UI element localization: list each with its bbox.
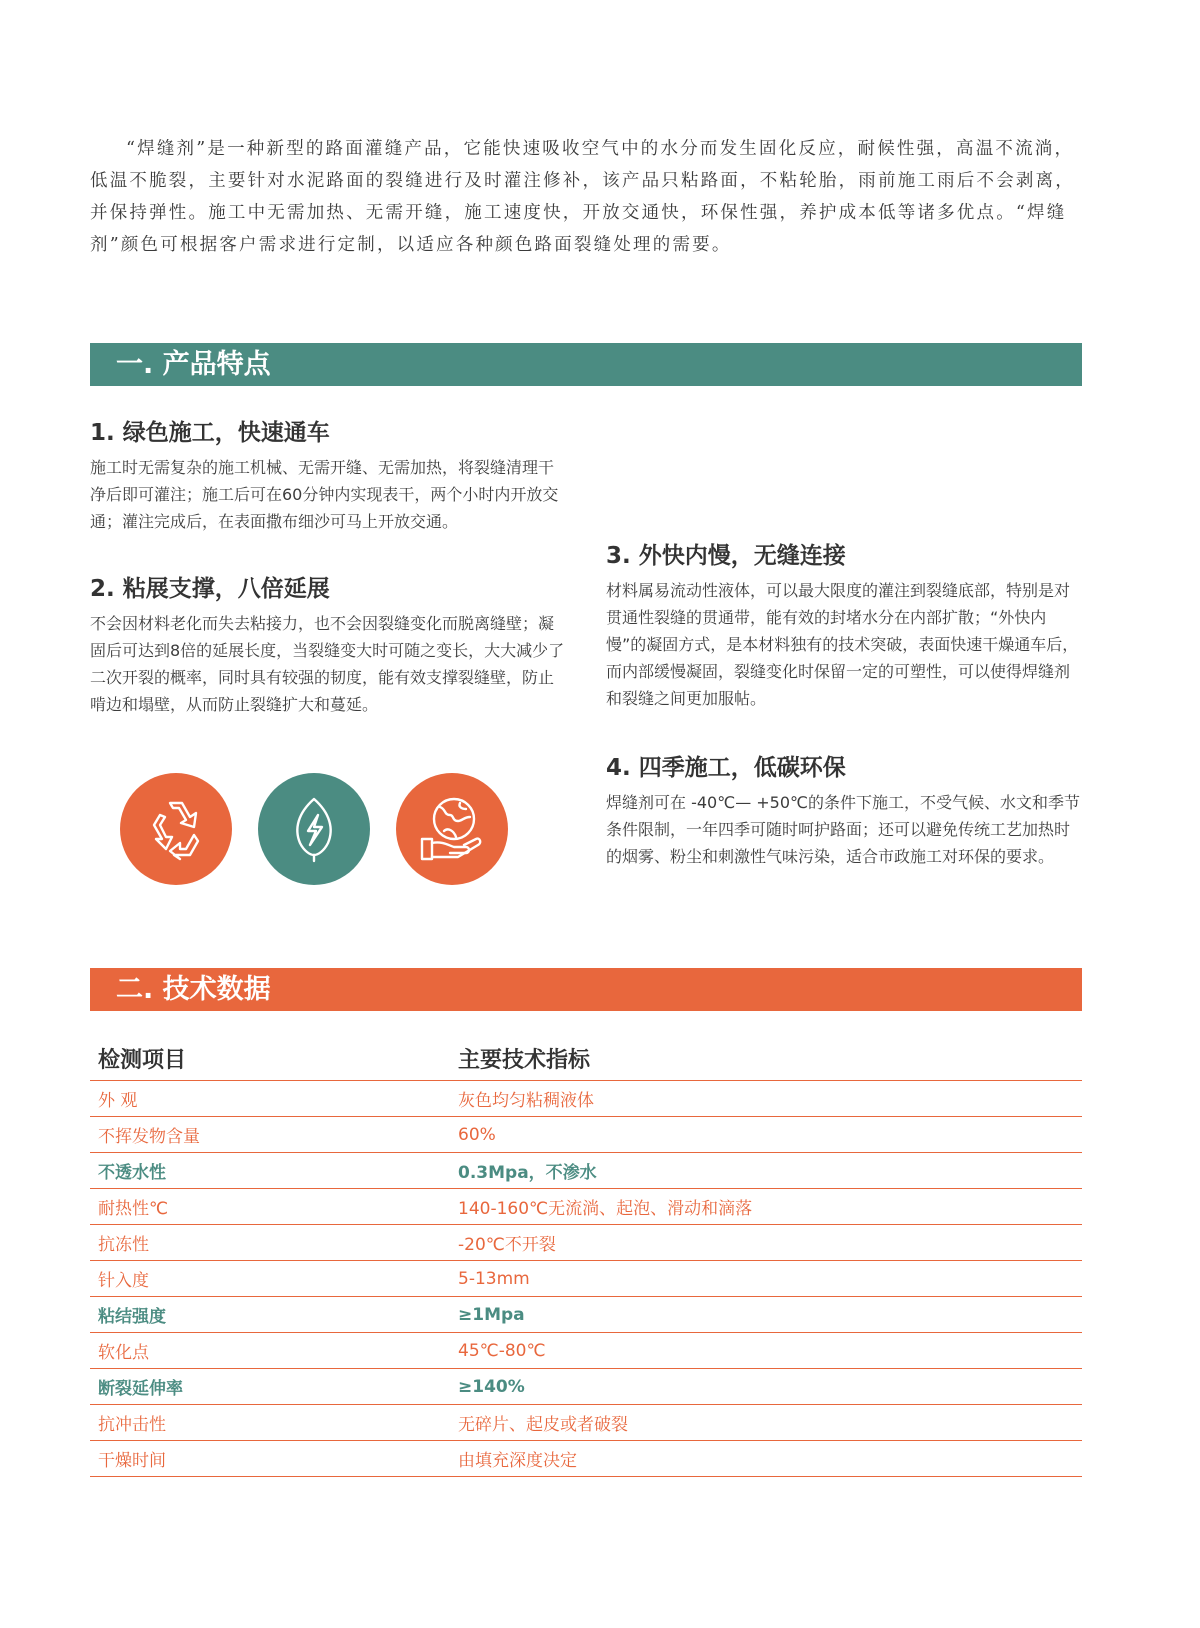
row-value: 140-160℃无流淌、起泡、滑动和滴落	[458, 1199, 753, 1219]
row-value: 5-13mm	[458, 1268, 530, 1289]
feature-1	[90, 418, 568, 535]
row-item: 耐热性℃	[98, 1199, 169, 1219]
table-row	[90, 1441, 1082, 1477]
row-item: 外 观	[98, 1091, 138, 1111]
table-row	[90, 1369, 1082, 1405]
table-header	[90, 1037, 1082, 1081]
header-item: 检测项目	[98, 1048, 187, 1073]
table-row	[90, 1261, 1082, 1297]
feature-4	[606, 753, 1084, 870]
table-row	[90, 1189, 1082, 1225]
globe-hand-icon	[396, 773, 508, 885]
section-title-features: 一. 产品特点	[90, 343, 1082, 386]
leaf-energy-icon	[258, 773, 370, 885]
feature-body: 焊缝剂可在 -40℃— +50℃的条件下施工，不受气候、水文和季节条件限制，一年四季可随时呵护路面；还可以避免传统工艺加热时的烟雾、粉尘和刺激性气味污染，适合市政施工对环保的要求。	[606, 793, 1081, 866]
feature-3	[606, 541, 1084, 712]
feature-title: 4. 四季施工，低碳环保	[606, 755, 846, 781]
feature-body: 不会因材料老化而失去粘接力，也不会因裂缝变化而脱离缝壁；凝固后可达到8倍的延展长度，当裂缝变大时可随之变长，大大减少了二次开裂的概率，同时具有较强的韧度，能有效支撑裂缝壁，防止啃边和塌壁，从而防止裂缝扩大和蔓延。	[90, 614, 565, 714]
row-item: 针入度	[98, 1271, 149, 1291]
row-value: 由填充深度决定	[458, 1451, 577, 1471]
row-item: 抗冲击性	[98, 1415, 166, 1435]
row-value: 无碎片、起皮或者破裂	[458, 1415, 628, 1435]
table-row	[90, 1153, 1082, 1189]
table-row	[90, 1297, 1082, 1333]
row-value: 0.3Mpa，不渗水	[458, 1163, 597, 1183]
recycle-icon	[120, 773, 232, 885]
table-row	[90, 1333, 1082, 1369]
row-item: 粘结强度	[98, 1307, 166, 1327]
row-value: 灰色均匀粘稠液体	[458, 1091, 594, 1111]
feature-2	[90, 574, 568, 718]
row-item: 不挥发物含量	[98, 1127, 200, 1147]
row-value: 60%	[458, 1124, 496, 1145]
table-row	[90, 1225, 1082, 1261]
feature-body: 材料属易流动性液体，可以最大限度的灌注到裂缝底部，特别是对贯通性裂缝的贯通带，能有效的封堵水分在内部扩散；“外快内慢”的凝固方式，是本材料独有的技术突破，表面快速干燥通车后，而内部缓慢凝固，裂缝变化时保留一定的可塑性，可以使得焊缝剂和裂缝之间更加服帖。	[606, 581, 1079, 708]
row-value: -20℃不开裂	[458, 1235, 556, 1255]
feature-title: 3. 外快内慢，无缝连接	[606, 543, 846, 569]
row-value: ≥140%	[458, 1376, 525, 1397]
row-value: 45℃-80℃	[458, 1340, 546, 1361]
tech-data-table	[90, 1037, 1082, 1477]
intro-paragraph: “焊缝剂”是一种新型的路面灌缝产品，它能快速吸收空气中的水分而发生固化反应，耐候性强，高温不流淌，低温不脆裂，主要针对水泥路面的裂缝进行及时灌注修补，该产品只粘路面，不粘轮胎，雨前施工雨后不会剥离，并保持弹性。施工中无需加热、无需开缝，施工速度快，开放交通快，环保性强，养护成本低等诸多优点。“焊缝剂”颜色可根据客户需求进行定制，以适应各种颜色路面裂缝处理的需要。	[90, 139, 1075, 255]
feature-body: 施工时无需复杂的施工机械、无需开缝、无需加热，将裂缝清理干净后即可灌注；施工后可在60分钟内实现表干，两个小时内开放交通；灌注完成后，在表面撒布细沙可马上开放交通。	[90, 458, 559, 531]
feature-title: 1. 绿色施工，快速通车	[90, 420, 330, 446]
row-item: 不透水性	[98, 1163, 166, 1183]
table-row	[90, 1117, 1082, 1153]
feature-title: 2. 粘展支撑，八倍延展	[90, 576, 330, 602]
row-item: 软化点	[98, 1343, 149, 1363]
header-value: 主要技术指标	[458, 1048, 591, 1073]
row-value: ≥1Mpa	[458, 1304, 525, 1325]
table-row	[90, 1405, 1082, 1441]
row-item: 干燥时间	[98, 1451, 166, 1471]
table-row	[90, 1081, 1082, 1117]
row-item: 抗冻性	[98, 1235, 149, 1255]
section-title-tech: 二. 技术数据	[90, 968, 1082, 1011]
row-item: 断裂延伸率	[98, 1379, 183, 1399]
eco-icons	[120, 773, 520, 885]
